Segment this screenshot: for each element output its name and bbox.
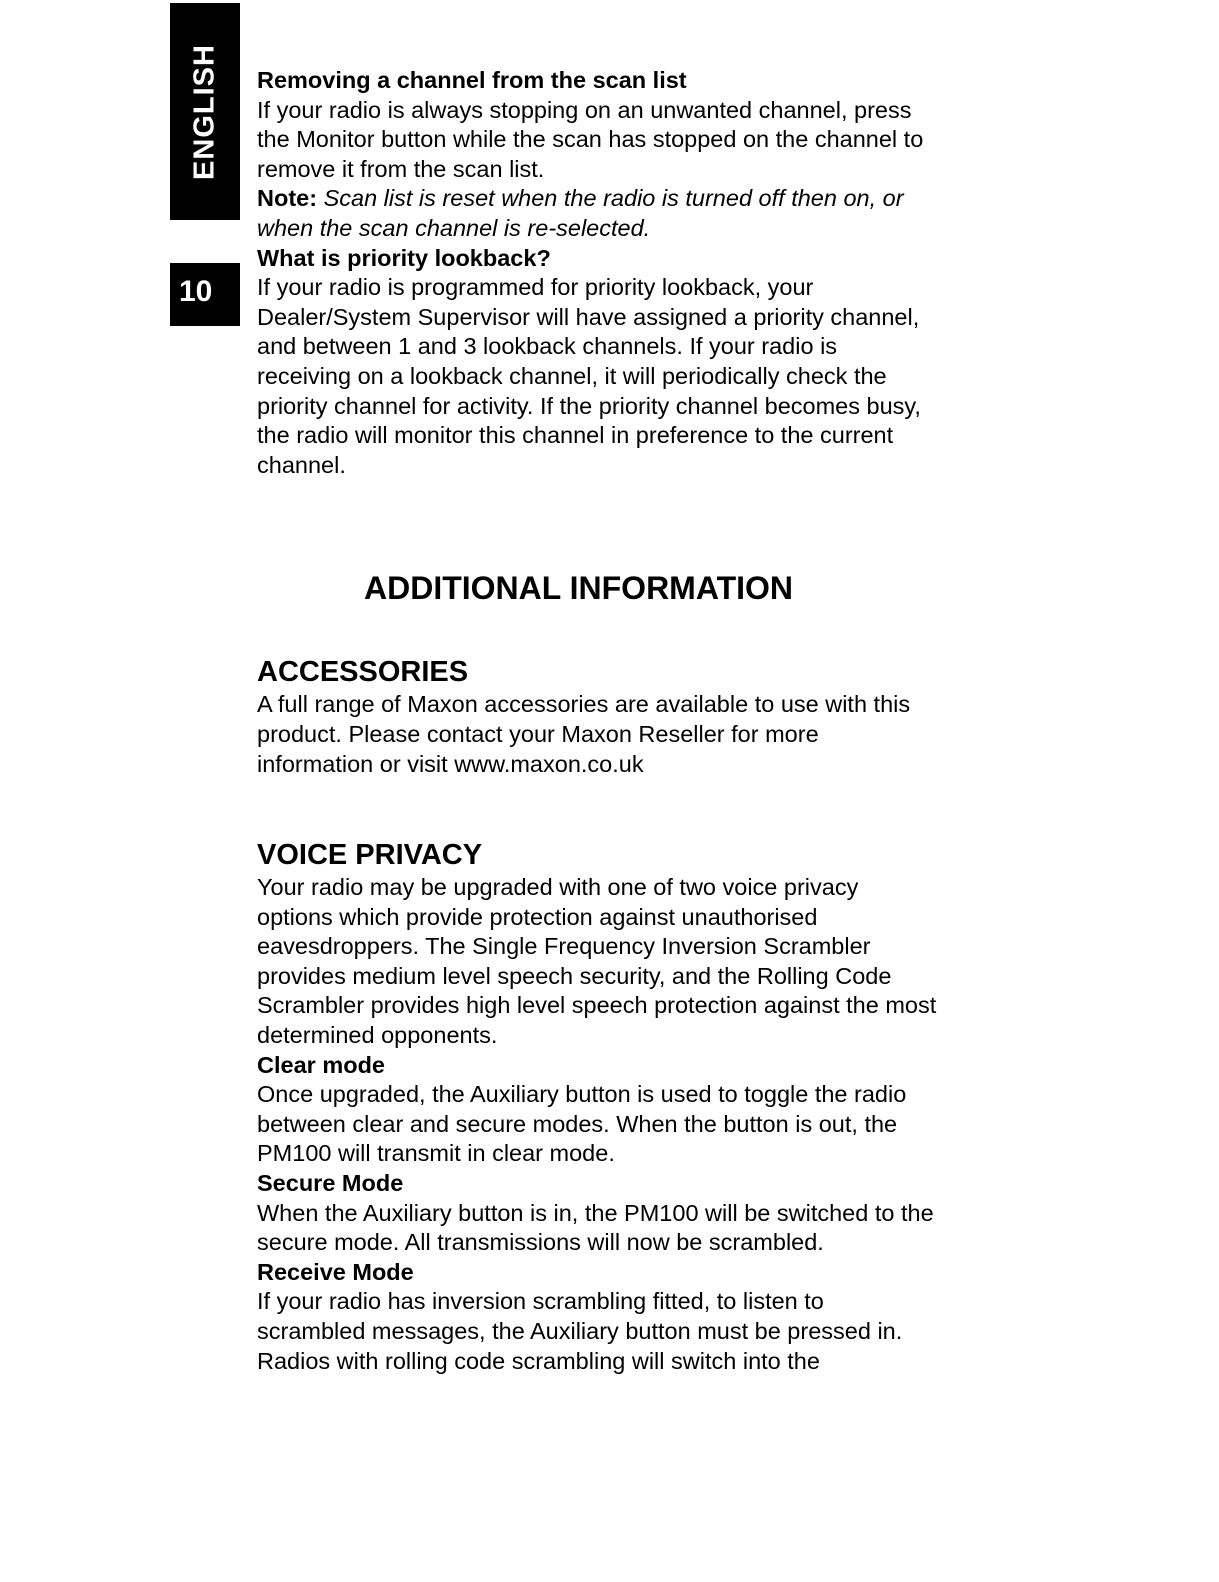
page-number: 10 [170, 263, 240, 326]
scan-removal-note [257, 184, 937, 243]
accessories-heading: ACCESSORIES [257, 656, 469, 689]
clear-mode-body: Once upgraded, the Auxiliary button is used to toggle the radio between clear and secure modes. When the button is out, the PM100 will transmit in clear mode. [257, 1081, 907, 1167]
secure-mode-heading: Secure Mode [257, 1170, 404, 1197]
note-label: Note: [257, 185, 318, 212]
additional-info-title: ADDITIONAL INFORMATION [364, 570, 793, 607]
priority-heading: What is priority lookback? [257, 244, 551, 271]
language-tab [170, 3, 240, 220]
language-label: ENGLISH [188, 43, 221, 180]
voice-privacy-heading: VOICE PRIVACY [257, 839, 483, 872]
secure-mode-body: When the Auxiliary button is in, the PM100 will be switched to the secure mode. All transmissions will now be scrambled. [257, 1199, 934, 1256]
priority-body: If your radio is programmed for priority lookback, your Dealer/System Supervisor will have assigned a priority channel, and between 1 and 3 lookback channels. If your radio is receiving on a lookback channel, it will periodically check the priority channel for activity. If the priority channel becomes busy, the radio will monitor this channel in preference to the current channel. [257, 274, 921, 478]
voice-privacy-body: Your radio may be upgraded with one of two voice privacy options which provide protection against unauthorised eavesdroppers. The Single Frequency Inversion Scrambler provides medium level speech security, and the Rolling Code Scrambler provides high level speech protection against the most determined opponents. [257, 874, 937, 1049]
page-content [257, 66, 937, 1376]
receive-mode-body: If your radio has inversion scrambling fitted, to listen to scrambled messages, the Auxiliary button must be pressed in. Radios with rolling code scrambling will switch into the [257, 1288, 903, 1374]
clear-mode-heading: Clear mode [257, 1051, 385, 1078]
note-text: Scan list is reset when the radio is turned off then on, or when the scan channel is re-selected. [257, 185, 904, 241]
scan-removal-heading: Removing a channel from the scan list [257, 67, 687, 93]
scan-removal-body: If your radio is always stopping on an unwanted channel, press the Monitor button while the scan has stopped on the channel to remove it from the scan list. [257, 96, 924, 182]
receive-mode-heading: Receive Mode [257, 1258, 414, 1285]
accessories-body: A full range of Maxon accessories are available to use with this product. Please contact your Maxon Reseller for more information or visit www.maxon.co.uk [257, 691, 911, 777]
